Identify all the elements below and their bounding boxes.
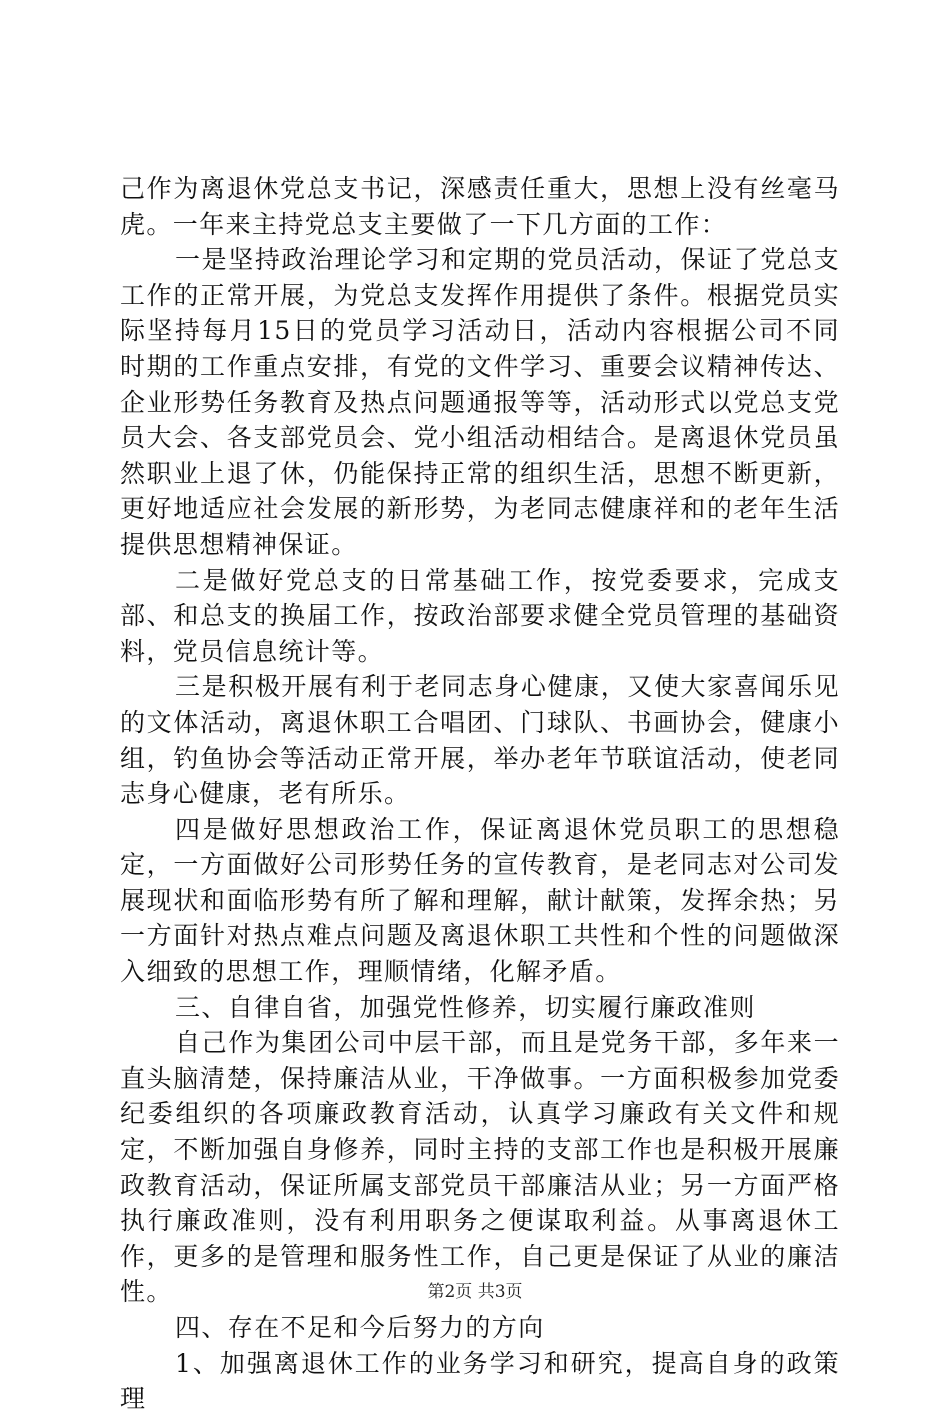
paragraph-item-1: 1、加强离退休工作的业务学习和研究，提高自身的政策理 — [120, 1348, 840, 1414]
document-body — [120, 171, 840, 1417]
paragraph-political-study: 一是坚持政治理论学习和定期的党员活动，保证了党总支工作的正常开展，为党总支发挥作用提供了条件。根据党员实际坚持每月15日的党员学习活动日，活动内容根据公司不同时期的工作重点安排，有党的文件学习、重要会议精神传达、企业形势任务教育及热点问题通报等等，活动形式以党总支党员大会、各支部党员会、党小组活动相结合。是离退休党员虽然职业上退了休，仍能保持正常的组织生活，思想不断更新，更好地适应社会发展的新形势，为老同志健康祥和的老年生活提供思想精神保证。 — [120, 245, 840, 559]
page-number-footer: 第2页 共3页 — [427, 1282, 523, 1302]
paragraph-cultural-activities: 三是积极开展有利于老同志身心健康，又使大家喜闻乐见的文体活动，离退休职工合唱团、门球队、书画协会，健康小组，钓鱼协会等活动正常开展，举办老年节联谊活动，使老同志身心健康，老有所乐。 — [120, 672, 840, 809]
section-heading-self-discipline: 三、自律自省，加强党性修养，切实履行廉政准则 — [175, 992, 756, 1022]
paragraph-basic-work: 二是做好党总支的日常基础工作，按党委要求，完成支部、和总支的换届工作，按政治部要求健全党员管理的基础资料，党员信息统计等。 — [120, 565, 840, 666]
paragraph-continuation: 己作为离退休党总支书记，深感责任重大，思想上没有丝毫马虎。一年来主持党总支主要做了一下几方面的工作： — [120, 174, 840, 239]
section-heading-shortcomings: 四、存在不足和今后努力的方向 — [175, 1313, 545, 1342]
paragraph-ideological-work: 四是做好思想政治工作，保证离退休党员职工的思想稳定，一方面做好公司形势任务的宣传教育，是老同志对公司发展现状和面临形势有所了解和理解，献计献策，发挥余热；另一方面针对热点难点问题及离退休职工共性和个性的问题做深入细致的思想工作，理顺情绪，化解矛盾。 — [120, 814, 840, 987]
paragraph-integrity: 自己作为集团公司中层干部，而且是党务干部，多年来一直头脑清楚，保持廉洁从业，干净做事。一方面积极参加党委纪委组织的各项廉政教育活动，认真学习廉政有关文件和规定，不断加强自身修养，同时主持的支部工作也是积极开展廉政教育活动，保证所属支部党员干部廉洁从业；另一方面严格执行廉政准则，没有利用职务之便谋取利益。从事离退休工作，更多的是管理和服务性工作，自己更是保证了从业的廉洁性。 — [120, 1028, 840, 1307]
